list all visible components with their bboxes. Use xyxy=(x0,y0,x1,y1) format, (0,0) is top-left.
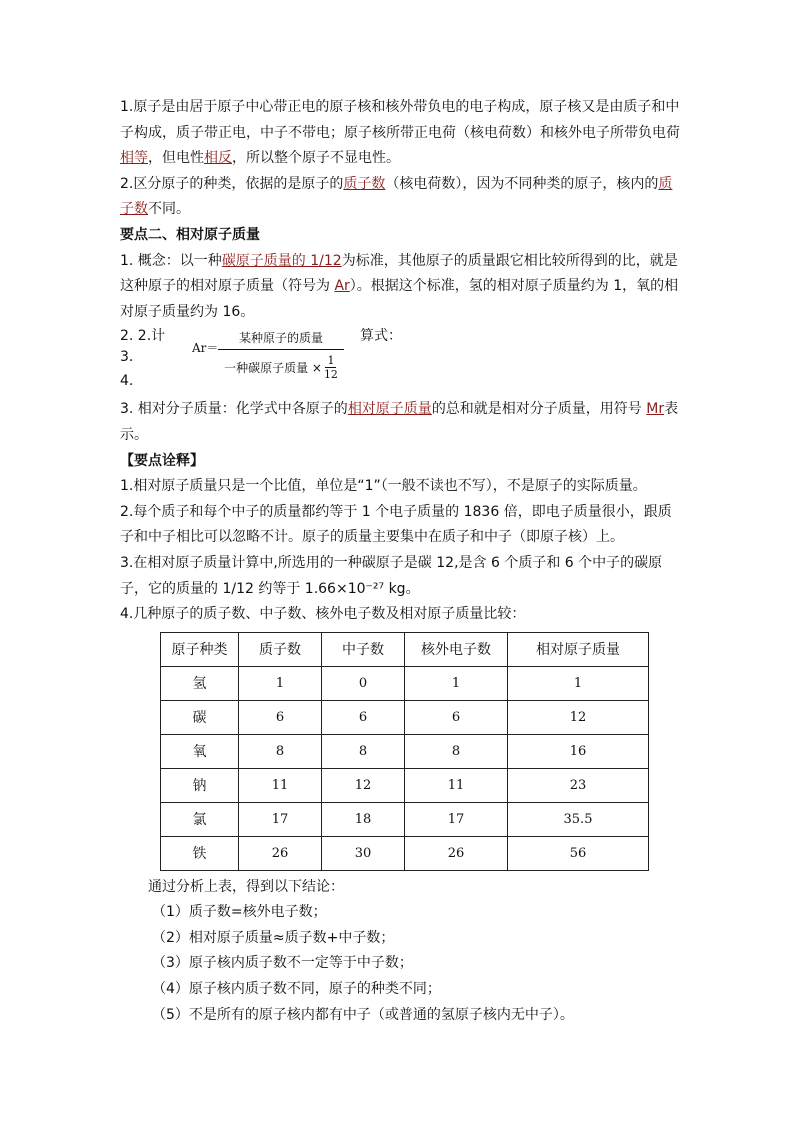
table-cell: 铁 xyxy=(161,836,239,870)
underlined-term: 质子数 xyxy=(120,175,673,218)
table-cell: 56 xyxy=(508,836,649,870)
formula-denominator: 一种碳原子质量 × $\frac{1}{12}$ xyxy=(224,354,338,382)
formula-fraction xyxy=(218,329,344,381)
table-cell: 17 xyxy=(405,802,508,836)
note-item: 1.相对原子质量只是一个比值，单位是“1”（一般不读也不写），不是原子的实际质量。 xyxy=(120,478,647,495)
paragraph-atom-structure: 1.原子是由居于原子中心带正电的原子核和核外带负电的电子构成，原子核又是由质子和中子构成，质子带正电，中子不带电；原子核所带正电荷（核电荷数）和核外电子所带负电荷相等，但电性相反，所以整个原子不显电性。 xyxy=(120,99,680,167)
table-header: 相对原子质量 xyxy=(508,632,649,666)
table-cell: 6 xyxy=(239,700,322,734)
table-row xyxy=(161,700,649,734)
formula-numerator: 某种原子的质量 xyxy=(218,329,344,350)
list-marker: 4. xyxy=(120,373,134,390)
table-cell: 17 xyxy=(239,802,322,836)
table-cell: 18 xyxy=(322,802,405,836)
underlined-term: 碳原子质量的 1/12 xyxy=(221,252,342,269)
conclusion-item: （4）原子核内质子数不同，原子的种类不同； xyxy=(152,981,441,998)
table-header: 质子数 xyxy=(239,632,322,666)
table-cell: 1 xyxy=(508,666,649,700)
table-row xyxy=(161,666,649,700)
underlined-term: Ar xyxy=(334,278,350,295)
formula-suffix: 算式： xyxy=(360,328,402,345)
table-header-row xyxy=(161,632,649,666)
table-cell: 8 xyxy=(322,734,405,768)
underlined-term: 相对原子质量 xyxy=(347,401,432,418)
note-item: 2.每个质子和每个中子的质量都约等于 1 个电子质量的 1836 倍，即电子质量很小，跟质子和中子相比可以忽略不计。原子的质量主要集中在质子和中子（即原子核）上。 xyxy=(120,503,672,546)
table-row xyxy=(161,836,649,870)
formula-block xyxy=(120,325,680,397)
conclusion-item: （3）原子核内质子数不一定等于中子数； xyxy=(152,955,413,972)
underlined-term: 相反 xyxy=(204,150,232,167)
paragraph-atom-kind: 2.区分原子的种类，依据的是原子的质子数（核电荷数），因为不同种类的原子，核内的质子数不同。 xyxy=(120,175,673,218)
conclusion-item: （5）不是所有的原子核内都有中子（或普通的氢原子核内无中子）。 xyxy=(152,1006,574,1023)
conclusion-intro: 通过分析上表，得到以下结论： xyxy=(148,878,344,895)
section-heading: 【要点诠释】 xyxy=(120,452,204,469)
list-marker: 3. xyxy=(120,349,134,366)
table-cell: 氢 xyxy=(161,666,239,700)
document-page xyxy=(120,95,680,1028)
table-cell: 氧 xyxy=(161,734,239,768)
conclusion-item: （1）质子数=核外电子数； xyxy=(152,904,327,921)
table-cell: 1 xyxy=(239,666,322,700)
underlined-term: 质子数 xyxy=(343,175,386,192)
note-item: 4.几种原子的质子数、中子数、核外电子数及相对原子质量比较： xyxy=(120,606,526,623)
table-header: 核外电子数 xyxy=(405,632,508,666)
underlined-term: 相等 xyxy=(120,150,148,167)
table-cell: 11 xyxy=(239,768,322,802)
table-row xyxy=(161,802,649,836)
underlined-term: Mr xyxy=(646,401,665,418)
table-header: 原子种类 xyxy=(161,632,239,666)
table-cell: 0 xyxy=(322,666,405,700)
list-marker: 2. 2.计 xyxy=(120,328,166,345)
table-cell: 12 xyxy=(322,768,405,802)
table-cell: 6 xyxy=(322,700,405,734)
section-heading: 要点二、相对原子质量 xyxy=(120,226,260,243)
one-twelfth-fraction: $\frac{1}{12}$ xyxy=(323,354,338,382)
conclusion-item: （2）相对原子质量≈质子数+中子数； xyxy=(152,929,395,946)
table-row xyxy=(161,768,649,802)
table-cell: 12 xyxy=(508,700,649,734)
note-item: 3.在相对原子质量计算中,所选用的一种碳原子是碳 12,是含 6 个质子和 6 个中子的碳原子，它的质量的 1/12 约等于 1.66×10⁻²⁷ kg。 xyxy=(120,554,663,597)
table-cell: 碳 xyxy=(161,700,239,734)
table-cell: 11 xyxy=(405,768,508,802)
table-cell: 1 xyxy=(405,666,508,700)
atom-comparison-table xyxy=(160,632,649,871)
table-cell: 16 xyxy=(508,734,649,768)
table-cell: 8 xyxy=(239,734,322,768)
table-cell: 35.5 xyxy=(508,802,649,836)
table-cell: 氯 xyxy=(161,802,239,836)
table-cell: 钠 xyxy=(161,768,239,802)
table-cell: 6 xyxy=(405,700,508,734)
table-cell: 8 xyxy=(405,734,508,768)
paragraph-concept: 1. 概念：以一种碳原子质量的 1/12为标准，其他原子的质量跟它相比较所得到的比，就是这种原子的相对原子质量（符号为 Ar）。根据这个标准，氢的相对原子质量约为 1，氧的相对原子质量约为 16。 xyxy=(120,252,679,320)
table-cell: 30 xyxy=(322,836,405,870)
table-header: 中子数 xyxy=(322,632,405,666)
formula-lhs: Ar＝ xyxy=(192,341,219,356)
table-cell: 26 xyxy=(239,836,322,870)
table-cell: 23 xyxy=(508,768,649,802)
table-row xyxy=(161,734,649,768)
paragraph-molecular-mass: 3. 相对分子质量：化学式中各原子的相对原子质量的总和就是相对分子质量，用符号 Mr表示。 xyxy=(120,401,679,443)
table-cell: 26 xyxy=(405,836,508,870)
